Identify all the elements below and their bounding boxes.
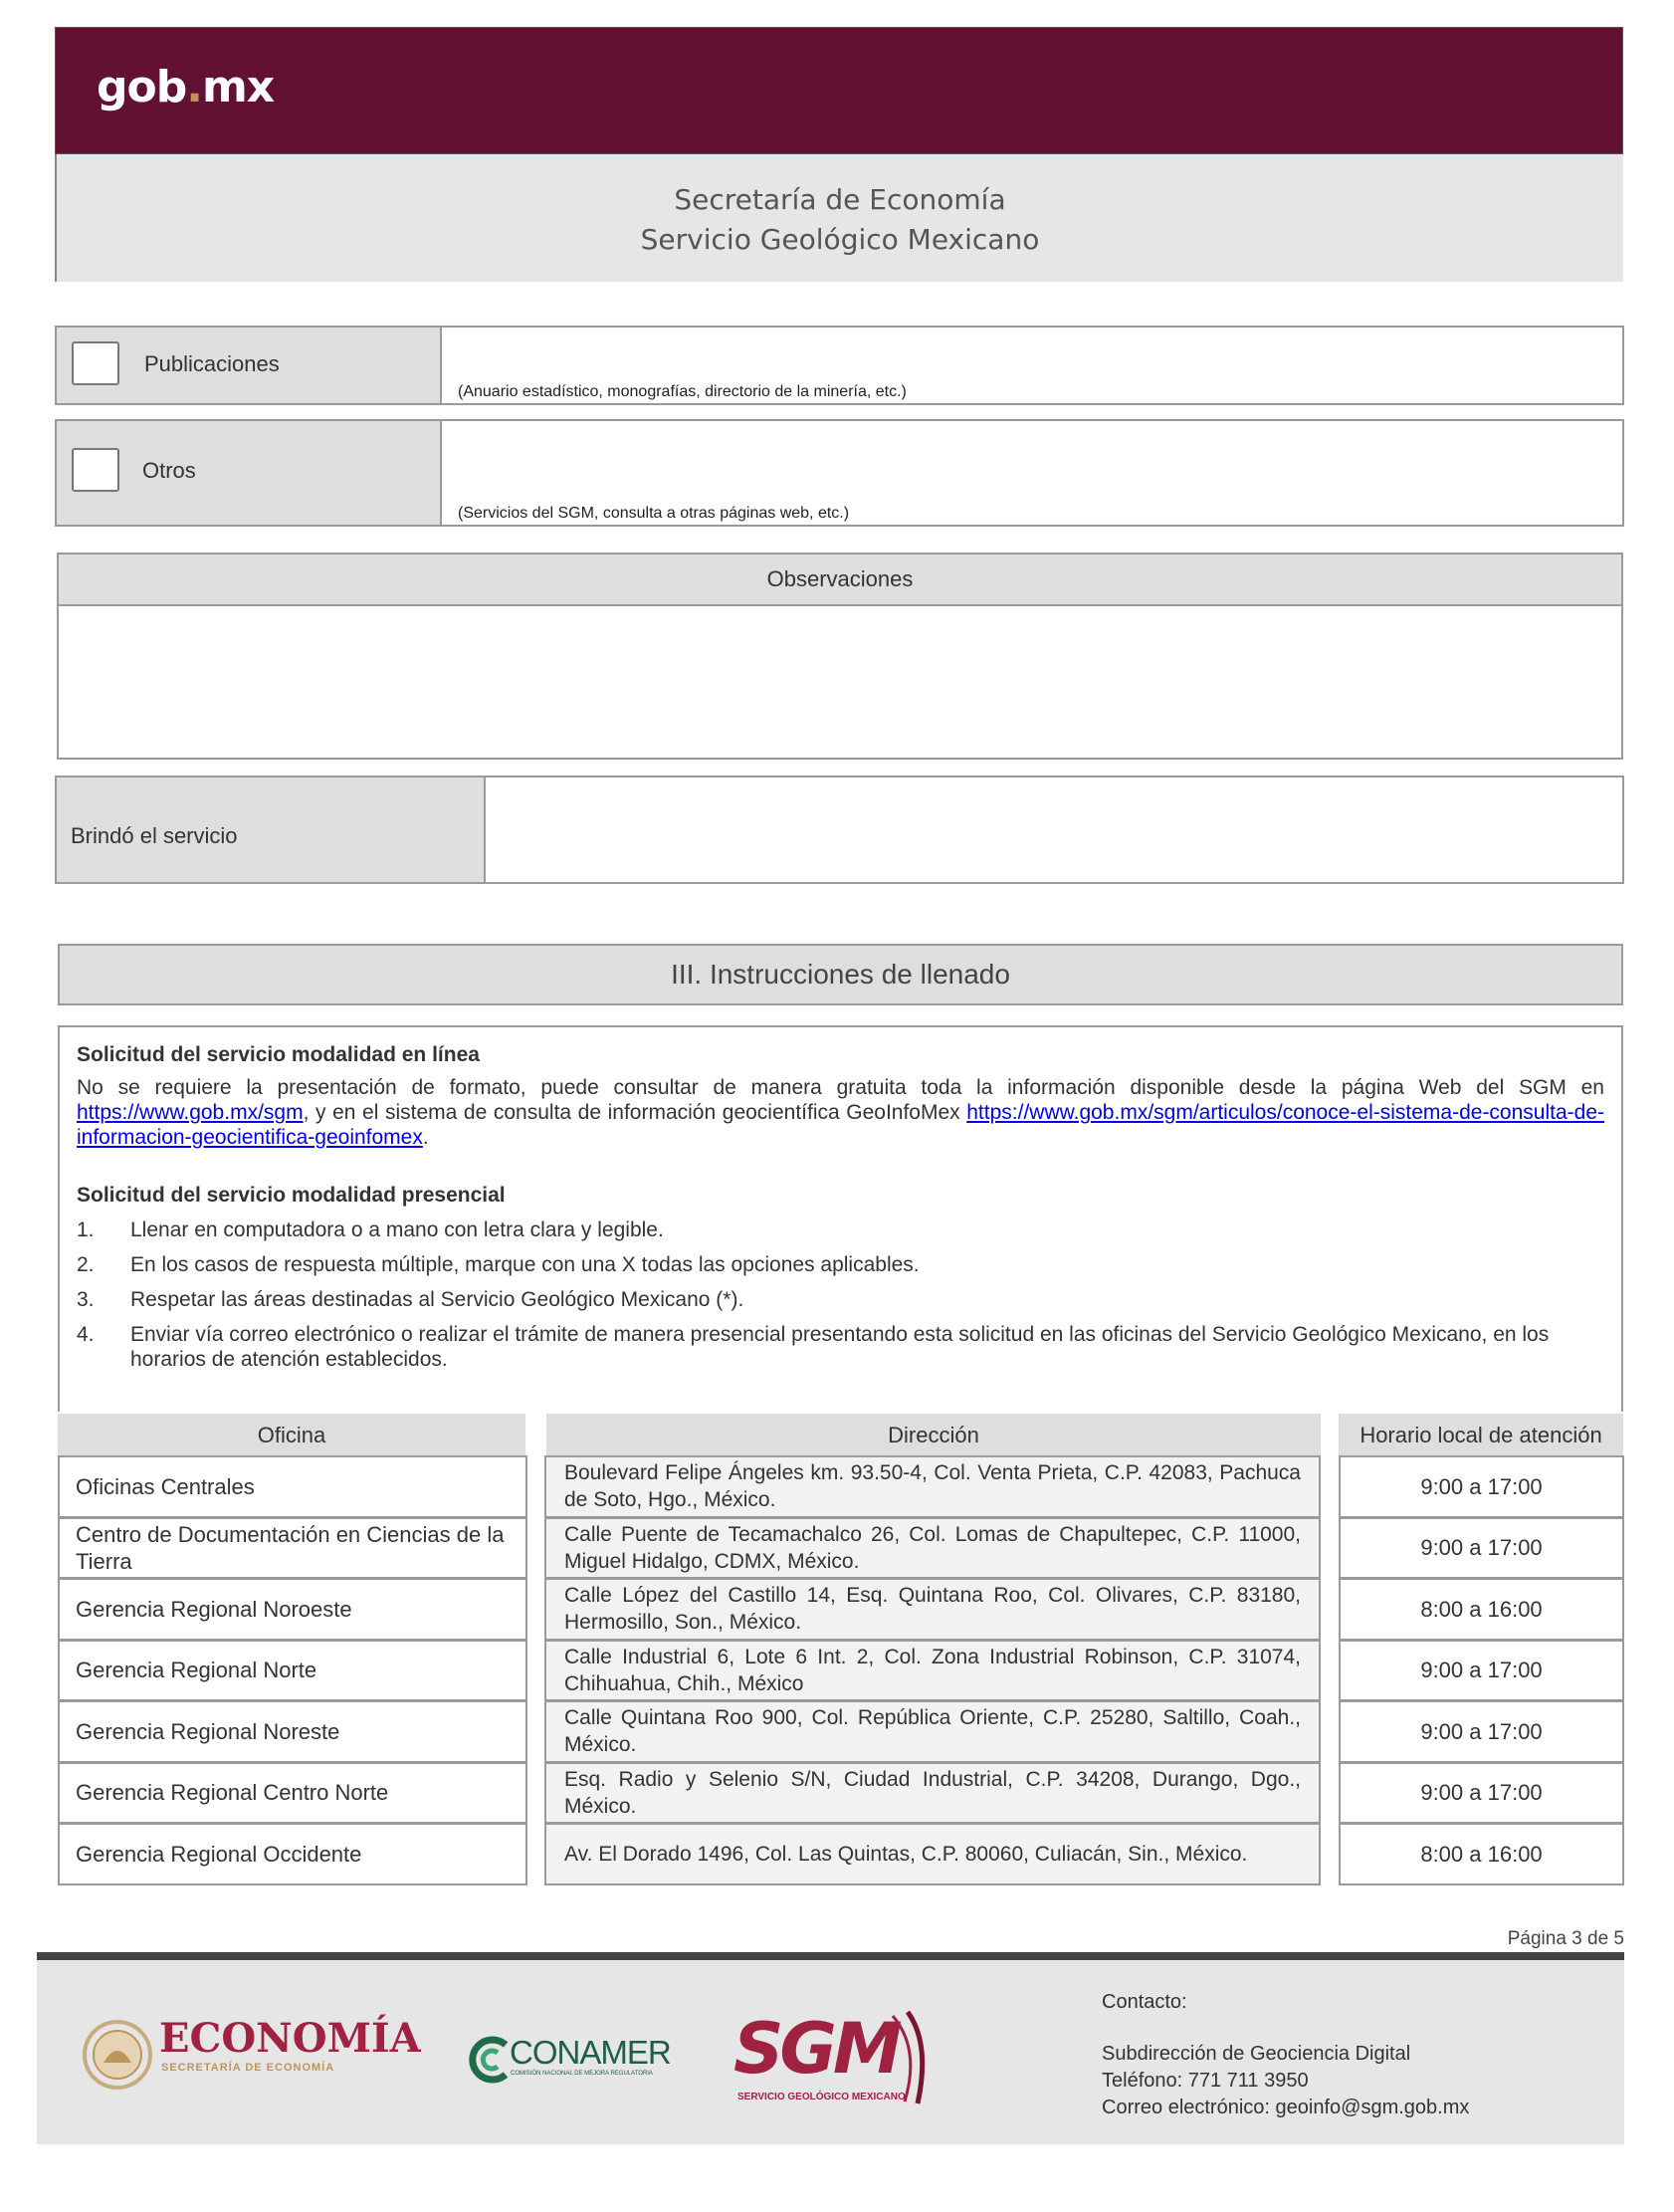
step-item: 3. Respetar las áreas destinadas al Servicio Geológico Mexicano (*). <box>77 1288 744 1311</box>
conamer-sub: COMISIÓN NACIONAL DE MEJORA REGULATORIA <box>511 2071 653 2077</box>
otros-hint: (Servicios del SGM, consulta a otras páginas web, etc.) <box>458 505 850 522</box>
header-bar <box>55 27 1623 154</box>
header-titles <box>55 154 1623 282</box>
office-address-cell <box>544 1640 1321 1702</box>
office-hours-cell <box>1339 1762 1624 1825</box>
office-hours-cell <box>1339 1455 1624 1518</box>
publicaciones-row <box>55 326 1624 405</box>
office-hours-cell-text: 9:00 a 17:00 <box>1420 1535 1543 1561</box>
geoinfomex-link[interactable]: https://www.gob.mx/sgm/articulos/conoce-el-sistema-de-consulta-de-informacion-geocientifica-geoinfomex <box>77 1101 1604 1149</box>
office-hours-cell-text: 9:00 a 17:00 <box>1420 1658 1543 1683</box>
office-address-cell <box>544 1762 1321 1825</box>
steps-list <box>77 1217 1604 1372</box>
office-address-cell <box>544 1700 1321 1763</box>
online-title: Solicitud del servicio modalidad en línea <box>77 1043 480 1066</box>
office-name-cell-text: Gerencia Regional Norte <box>76 1658 317 1683</box>
office-address-cell-text: Calle Quintana Roo 900, Col. República Oriente, C.P. 25280, Saltillo, Coah., México. <box>564 1706 1301 1757</box>
otros-row <box>55 419 1624 527</box>
office-address-cell-text: Esq. Radio y Selenio S/N, Ciudad Industrial, C.P. 34208, Durango, Dgo., México. <box>564 1767 1301 1818</box>
office-hours-cell-text: 8:00 a 16:00 <box>1420 1596 1543 1622</box>
contact-title: Contacto: <box>1102 1991 1187 2013</box>
office-name-cell-text: Gerencia Regional Occidente <box>76 1841 362 1867</box>
col-oficina: Oficina <box>58 1414 525 1457</box>
office-name-cell <box>58 1640 527 1702</box>
publicaciones-hint: (Anuario estadístico, monografías, directorio de la minería, etc.) <box>458 383 907 400</box>
observaciones-box <box>57 553 1623 760</box>
conamer-icon <box>468 2035 514 2085</box>
office-address-cell <box>544 1517 1321 1580</box>
sgm-sub: SERVICIO GEOLÓGICO MEXICANO <box>737 2092 906 2102</box>
publicaciones-label: Publicaciones <box>144 351 280 376</box>
online-text: No se requiere la presentación de formato, puede consultar de manera gratuita toda la información disponible desde la página Web del SGM en https://www.gob.mx/sgm, y en el sistema de consulta de información geocientífica GeoInfoMex https://www.gob.mx/sgm/articulos/conoce-el-sistema-de-consulta-de-informacion-geocientifica-geoinfomex. <box>77 1076 1604 1149</box>
office-address-cell <box>544 1823 1321 1885</box>
office-address-cell-text: Boulevard Felipe Ángeles km. 93.50-4, Col. Venta Prieta, C.P. 42083, Pachuca de Soto, Hgo., México. <box>564 1461 1301 1512</box>
office-hours-cell <box>1339 1517 1624 1580</box>
office-hours-cell-text: 9:00 a 17:00 <box>1420 1718 1543 1744</box>
office-name-cell <box>58 1578 527 1641</box>
office-address-cell <box>544 1455 1321 1518</box>
contact-phone: Teléfono: 771 711 3950 <box>1102 2070 1309 2092</box>
otros-field[interactable] <box>442 421 1622 525</box>
office-hours-cell <box>1339 1578 1624 1641</box>
office-name-cell-text: Centro de Documentación en Ciencias de la Tierra <box>76 1521 505 1574</box>
otros-label: Otros <box>142 458 196 483</box>
gobmx-logo[interactable]: gob.mx <box>97 62 275 112</box>
office-name-cell-text: Gerencia Regional Centro Norte <box>76 1780 389 1806</box>
brindo-row <box>55 775 1624 884</box>
economia-sub: SECRETARÍA DE ECONOMÍA <box>161 2062 335 2074</box>
office-name-cell <box>58 1517 527 1580</box>
office-hours-cell <box>1339 1640 1624 1702</box>
otros-checkbox[interactable] <box>72 448 119 492</box>
mexico-seal-icon <box>82 2019 153 2091</box>
office-address-cell-text: Calle Puente de Tecamachalco 26, Col. Lomas de Chapultepec, C.P. 11000, Miguel Hidalgo, CDMX, México. <box>564 1522 1301 1573</box>
section3-title: III. Instrucciones de llenado <box>58 944 1623 1005</box>
page-number: Página 3 de 5 <box>1507 1928 1624 1949</box>
office-hours-cell-text: 8:00 a 16:00 <box>1420 1841 1543 1867</box>
observaciones-header: Observaciones <box>59 554 1621 606</box>
brindo-label: Brindó el servicio <box>71 823 238 848</box>
instructions-box <box>58 1025 1623 1412</box>
office-hours-cell <box>1339 1700 1624 1763</box>
office-hours-cell-text: 9:00 a 17:00 <box>1420 1780 1543 1806</box>
publicaciones-field[interactable] <box>442 328 1622 403</box>
sgm-link[interactable]: https://www.gob.mx/sgm <box>77 1101 304 1124</box>
office-name-cell <box>58 1700 527 1763</box>
brindo-field[interactable] <box>486 777 1622 882</box>
footer-divider <box>37 1952 1624 1960</box>
contact-email: Correo electrónico: geoinfo@sgm.gob.mx <box>1102 2097 1470 2118</box>
office-hours-cell-text: 9:00 a 17:00 <box>1420 1473 1543 1499</box>
observaciones-field[interactable] <box>59 606 1621 760</box>
step-item: 2. En los casos de respuesta múltiple, marque con una X todas las opciones aplicables. <box>77 1253 920 1276</box>
office-name-cell <box>58 1823 527 1885</box>
header-line2: Servicio Geológico Mexicano <box>640 223 1040 256</box>
office-name-cell-text: Gerencia Regional Noreste <box>76 1718 340 1744</box>
office-name-cell-text: Oficinas Centrales <box>76 1473 255 1499</box>
contact-dept: Subdirección de Geociencia Digital <box>1102 2043 1411 2065</box>
office-address-cell <box>544 1578 1321 1641</box>
step-item: 1. Llenar en computadora o a mano con letra clara y legible. <box>77 1218 664 1241</box>
col-horario: Horario local de atención <box>1339 1414 1623 1457</box>
economia-logo: ECONOMÍA <box>159 2015 421 2062</box>
publicaciones-checkbox[interactable] <box>72 341 119 385</box>
office-address-cell-text: Calle López del Castillo 14, Esq. Quintana Roo, Col. Olivares, C.P. 83180, Hermosillo, Son., México. <box>564 1584 1301 1635</box>
col-direccion: Dirección <box>546 1414 1321 1457</box>
office-name-cell-text: Gerencia Regional Noroeste <box>76 1596 352 1622</box>
office-name-cell <box>58 1762 527 1825</box>
sgm-logo: SGM <box>733 2008 899 2090</box>
office-address-cell-text: Av. El Dorado 1496, Col. Las Quintas, C.P. 80060, Culiacán, Sin., México. <box>564 1842 1248 1866</box>
office-address-cell-text: Calle Industrial 6, Lote 6 Int. 2, Col. Zona Industrial Robinson, C.P. 31074, Chihuahua, Chih., México <box>564 1645 1301 1695</box>
step-item: 4. Enviar vía correo electrónico o realizar el trámite de manera presencial presentando esta solicitud en las oficinas del Servicio Geológico Mexicano, en los horarios de atención establecidos. <box>77 1323 1550 1371</box>
office-hours-cell <box>1339 1823 1624 1885</box>
presencial-title: Solicitud del servicio modalidad presencial <box>77 1184 506 1207</box>
office-name-cell <box>58 1455 527 1518</box>
contact-block <box>1102 1989 1469 2121</box>
header-line1: Secretaría de Economía <box>674 183 1006 216</box>
conamer-logo: CONAMER <box>510 2034 671 2071</box>
